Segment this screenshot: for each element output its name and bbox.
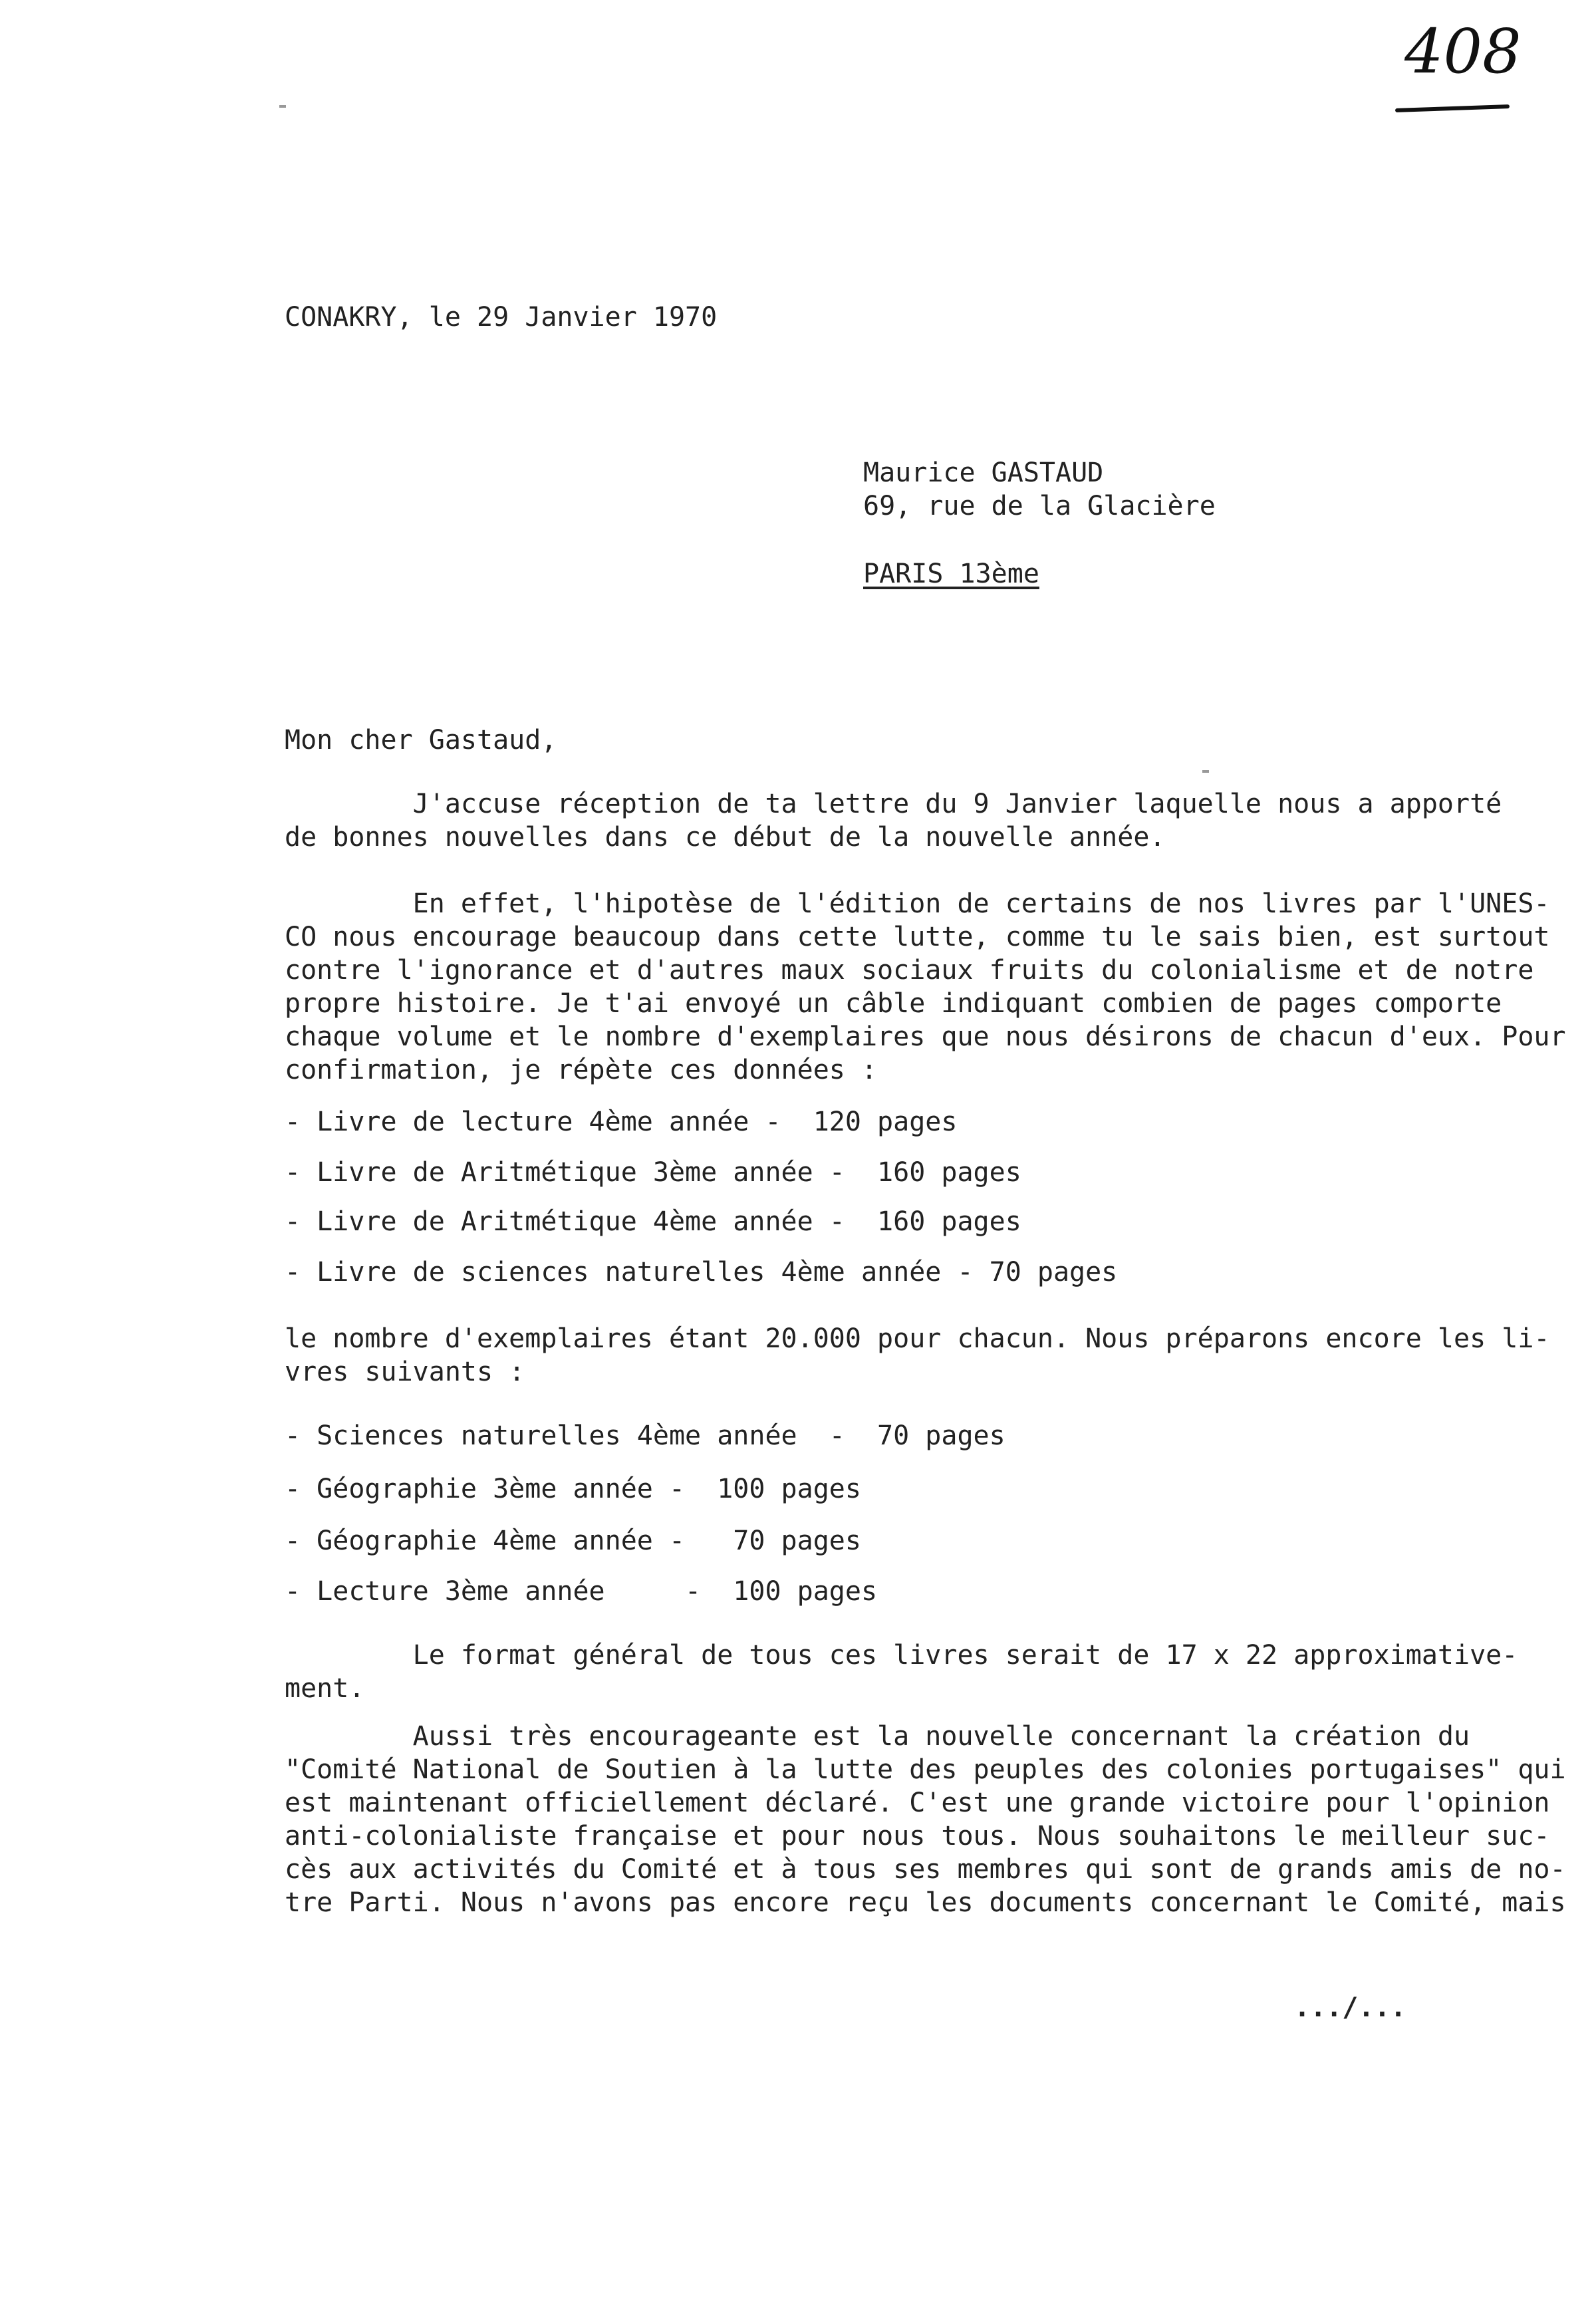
paragraph-line: est maintenant officiellement déclaré. C'est une grande victoire pour l'opinion: [285, 1788, 1550, 1818]
list-item: - Livre de Aritmétique 4ème année - 160 pages: [285, 1206, 1021, 1237]
continuation-mark: .../...: [1294, 1992, 1406, 2023]
paragraph-line: J'accuse réception de ta lettre du 9 Janvier laquelle nous a apporté: [285, 789, 1502, 819]
paragraph-line: Le format général de tous ces livres serait de 17 x 22 approximative-: [285, 1640, 1518, 1671]
handwritten-underline: [1395, 104, 1510, 112]
scan-speck: [1202, 770, 1209, 773]
list-item: - Géographie 4ème année - 70 pages: [285, 1526, 861, 1556]
recipient-name: Maurice GASTAUD: [863, 458, 1104, 488]
list-item: - Sciences naturelles 4ème année - 70 pages: [285, 1421, 1005, 1451]
paragraph-line: ment.: [285, 1673, 365, 1704]
list-item: - Livre de lecture 4ème année - 120 pages: [285, 1107, 958, 1137]
paragraph-2: [285, 887, 1566, 1087]
paragraph-3: [285, 1322, 1550, 1389]
paragraph-5: [285, 1720, 1566, 1919]
scan-speck: [279, 105, 286, 108]
paragraph-line: le nombre d'exemplaires étant 20.000 pour chacun. Nous préparons encore les li-: [285, 1323, 1550, 1354]
paragraph-line: chaque volume et le nombre d'exemplaires que nous désirons de chacun d'eux. Pour: [285, 1021, 1566, 1052]
paragraph-line: confirmation, je répète ces données :: [285, 1055, 878, 1085]
list-item: - Géographie 3ème année - 100 pages: [285, 1474, 861, 1504]
paragraph-4: [285, 1639, 1543, 1705]
paragraph-1: [285, 787, 1543, 854]
paragraph-line: tre Parti. Nous n'avons pas encore reçu les documents concernant le Comité, mais: [285, 1887, 1566, 1918]
list-item: - Livre de sciences naturelles 4ème année - 70 pages: [285, 1257, 1118, 1288]
list-item: - Livre de Aritmétique 3ème année - 160 pages: [285, 1157, 1021, 1188]
paragraph-line: vres suivants :: [285, 1357, 525, 1387]
recipient-city: PARIS 13ème: [863, 559, 1039, 589]
paragraph-line: En effet, l'hipotèse de l'édition de certains de nos livres par l'UNES-: [285, 888, 1550, 919]
paragraph-line: de bonnes nouvelles dans ce début de la nouvelle année.: [285, 822, 1166, 853]
paragraph-line: propre histoire. Je t'ai envoyé un câble indiquant combien de pages comporte: [285, 988, 1502, 1019]
paragraph-line: CO nous encourage beaucoup dans cette lutte, comme tu le sais bien, est surtout: [285, 922, 1550, 952]
paragraph-line: contre l'ignorance et d'autres maux sociaux fruits du colonialisme et de notre: [285, 955, 1534, 986]
recipient-street: 69, rue de la Glacière: [863, 491, 1216, 521]
list-item: - Lecture 3ème année - 100 pages: [285, 1576, 878, 1607]
paragraph-line: anti-colonialiste française et pour nous tous. Nous souhaitons le meilleur suc-: [285, 1821, 1550, 1851]
paragraph-line: Aussi très encourageante est la nouvelle concernant la création du: [285, 1721, 1470, 1752]
paragraph-line: "Comité National de Soutien à la lutte des peuples des colonies portugaises" qui: [285, 1754, 1566, 1785]
date-line: CONAKRY, le 29 Janvier 1970: [285, 302, 718, 333]
handwritten-page-number: 408: [1404, 16, 1522, 87]
salutation: Mon cher Gastaud,: [285, 725, 557, 755]
paragraph-line: cès aux activités du Comité et à tous ses membres qui sont de grands amis de no-: [285, 1854, 1566, 1885]
